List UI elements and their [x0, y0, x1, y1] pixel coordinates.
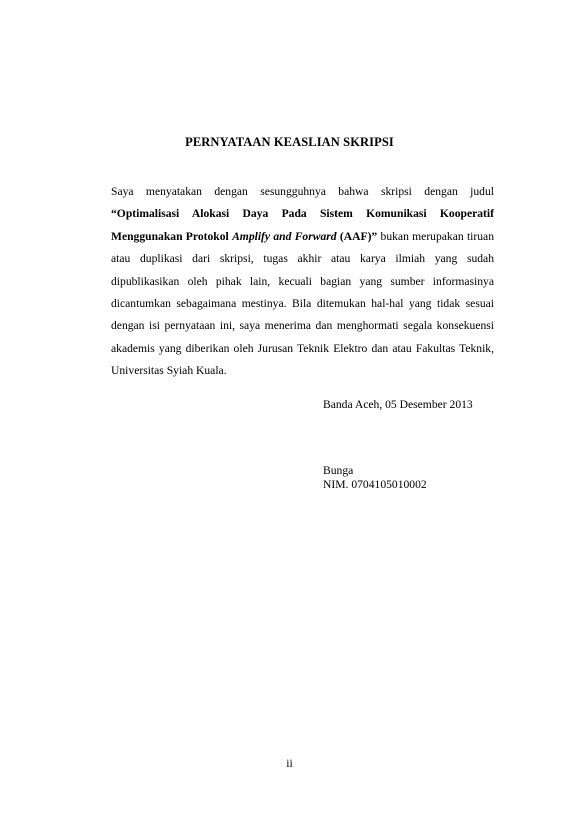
statement-text: dicantumkan sebagaimana mestinya. Bila ditemukan hal-hal yang tidak sesuai — [111, 296, 494, 310]
statement-emphasis: “Optimalisasi Alokasi Daya Pada Sistem Komunikasi Kooperatif — [111, 207, 494, 221]
page-number: ii — [286, 757, 293, 770]
document-title: PERNYATAAN KEASLIAN SKRIPSI — [185, 135, 394, 149]
place-date: Banda Aceh, 05 Desember 2013 — [323, 398, 473, 411]
statement-line — [111, 338, 494, 360]
statement-text: akademis yang diberikan oleh Jurusan Teknik Elektro dan atau Fakultas Teknik, — [111, 341, 494, 355]
statement-text: atau duplikasi dari skripsi, tugas akhir atau karya ilmiah yang sudah — [111, 252, 494, 266]
statement-line — [111, 248, 494, 270]
statement-line — [111, 271, 494, 293]
statement-paragraph — [111, 181, 494, 383]
statement-text: dengan isi pernyataan ini, saya menerima dan menghormati segala konsekuensi — [111, 319, 494, 333]
statement-text: bukan merupakan tiruan — [377, 229, 495, 243]
statement-emphasis: Amplify and Forward — [232, 229, 337, 243]
statement-line — [111, 181, 494, 203]
statement-line — [111, 203, 494, 225]
statement-line — [111, 293, 494, 315]
statement-emphasis: Menggunakan Protokol — [111, 229, 233, 243]
statement-line — [111, 360, 494, 382]
statement-emphasis: (AAF)” — [336, 229, 378, 243]
statement-line — [111, 315, 494, 337]
statement-text: dipublikasikan oleh pihak lain, kecuali bagian yang sumber informasinya — [111, 274, 494, 288]
statement-text: Universitas Syiah Kuala. — [111, 364, 227, 378]
statement-text: Saya menyatakan dengan sesungguhnya bahwa skripsi dengan judul — [111, 185, 494, 198]
statement-line — [111, 226, 494, 248]
signer-name: Bunga — [323, 464, 354, 477]
signer-nim: NIM. 0704105010002 — [323, 478, 427, 491]
